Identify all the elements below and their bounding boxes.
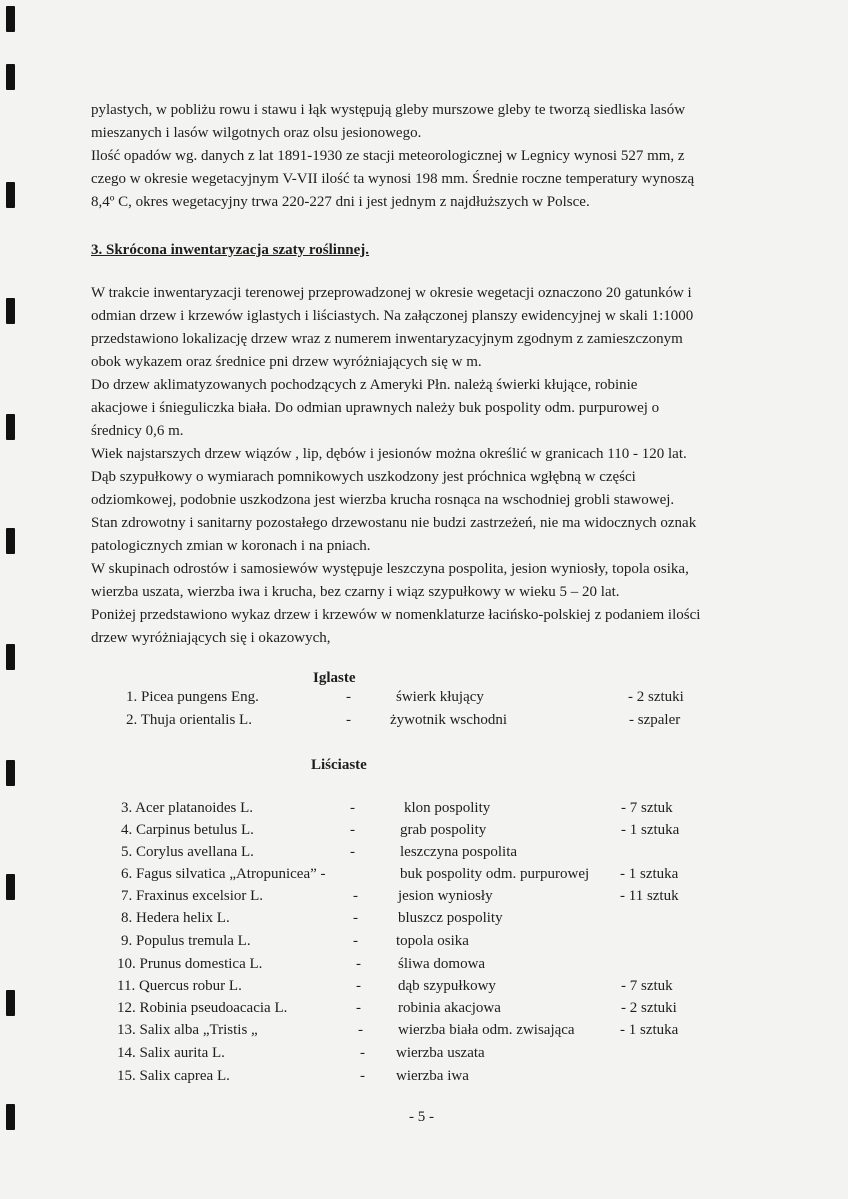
count: - 7 sztuk (621, 800, 673, 816)
polish-name: żywotnik wschodni (390, 712, 508, 728)
count: - 7 sztuk (621, 978, 673, 994)
row-dash: - (360, 1068, 365, 1084)
count: - 1 sztuka (620, 866, 679, 882)
polish-name: dąb szypułkowy (398, 978, 496, 994)
latin-name: 11. Quercus robur L. (117, 978, 242, 994)
polish-name: wierzba uszata (396, 1045, 485, 1061)
paragraph1-line: mieszanych i lasów wilgotnych oraz olsu jesionowego. (91, 125, 422, 141)
paragraph2-line: Do drzew aklimatyzowanych pochodzących z Ameryki Płn. należą świerki kłujące, robinie (91, 377, 638, 393)
paragraph1-line: czego w okresie wegetacyjnym V-VII ilość ta wynosi 198 mm. Średnie roczne temperatury wynoszą (91, 171, 695, 187)
count: - 2 sztuki (628, 689, 684, 705)
scan-mark (6, 528, 15, 554)
polish-name: bluszcz pospolity (398, 910, 503, 926)
latin-name: 10. Prunus domestica L. (117, 956, 263, 972)
row-dash: - (360, 1045, 365, 1061)
scan-mark (6, 1104, 15, 1130)
scan-mark (6, 64, 15, 90)
latin-name: 15. Salix caprea L. (117, 1068, 230, 1084)
row-dash: - (346, 689, 351, 705)
latin-name: 7. Fraxinus excelsior L. (121, 888, 264, 904)
row-dash: - (356, 978, 361, 994)
scan-mark (6, 644, 15, 670)
latin-name: 3. Acer platanoides L. (121, 800, 254, 816)
polish-name: topola osika (396, 933, 469, 949)
scan-mark (6, 760, 15, 786)
scan-mark (6, 874, 15, 900)
paragraph2-line: średnicy 0,6 m. (91, 423, 184, 439)
polish-name: śliwa domowa (398, 956, 486, 972)
paragraph2-line: Poniżej przedstawiono wykaz drzew i krzewów w nomenklaturze łacińsko-polskiej z podaniem ilości (91, 607, 701, 623)
count: - 1 sztuka (621, 822, 680, 838)
row-dash: - (353, 910, 358, 926)
polish-name: wierzba biała odm. zwisająca (398, 1022, 575, 1038)
scan-mark (6, 6, 15, 32)
polish-name: świerk kłujący (396, 689, 484, 705)
paragraph2-line: Wiek najstarszych drzew wiązów , lip, dębów i jesionów można określić w granicach 110 - 120 lat. (91, 446, 687, 462)
paragraph2-line: patologicznych zmian w koronach i na pniach. (91, 538, 371, 554)
section-heading: 3. Skrócona inwentaryzacja szaty roślinnej. (91, 242, 370, 258)
scan-mark (6, 298, 15, 324)
polish-name: wierzba iwa (396, 1068, 469, 1084)
scan-mark (6, 182, 15, 208)
polish-name: klon pospolity (404, 800, 491, 816)
paragraph2-line: W trakcie inwentaryzacji terenowej przeprowadzonej w okresie wegetacji oznaczono 20 gatunków i (91, 285, 692, 301)
count: - 11 sztuk (620, 888, 679, 904)
scan-mark (6, 414, 15, 440)
row-dash: - (356, 1000, 361, 1016)
count: - 1 sztuka (620, 1022, 679, 1038)
polish-name: grab pospolity (400, 822, 487, 838)
latin-name: 6. Fagus silvatica „Atropunicea” - (121, 866, 326, 882)
paragraph2-line: Dąb szypułkowy o wymiarach pomnikowych uszkodzony jest próchnica wgłębną w części (91, 469, 636, 485)
paragraph2-line: obok wykazem oraz średnice pni drzew wyróżniających się w m. (91, 354, 482, 370)
latin-name: 8. Hedera helix L. (121, 910, 230, 926)
scan-mark (6, 990, 15, 1016)
row-dash: - (358, 1022, 363, 1038)
row-dash: - (346, 712, 351, 728)
paragraph1-line: 8,4º C, okres wegetacyjny trwa 220-227 dni i jest jednym z najdłuższych w Polsce. (91, 194, 590, 210)
polish-name: robinia akacjowa (398, 1000, 501, 1016)
paragraph2-line: wierzba uszata, wierzba iwa i krucha, bez czarny i wiąz szypułkowy w wieku 5 – 20 lat. (91, 584, 620, 600)
latin-name: 4. Carpinus betulus L. (121, 822, 254, 838)
count: - 2 sztuki (621, 1000, 677, 1016)
count: - szpaler (629, 712, 681, 728)
polish-name: leszczyna pospolita (400, 844, 518, 860)
row-dash: - (356, 956, 361, 972)
latin-name: 5. Corylus avellana L. (121, 844, 254, 860)
paragraph2-line: akacjowe i śnieguliczka biała. Do odmian uprawnych należy buk pospolity odm. purpurowej o (91, 400, 660, 416)
row-dash: - (350, 822, 355, 838)
latin-name: 12. Robinia pseudoacacia L. (117, 1000, 288, 1016)
latin-name: 9. Populus tremula L. (121, 933, 251, 949)
row-dash: - (350, 800, 355, 816)
latin-name: 14. Salix aurita L. (117, 1045, 225, 1061)
paragraph1-line: Ilość opadów wg. danych z lat 1891-1930 ze stacji meteorologicznej w Legnicy wynosi 527 mm, z (91, 148, 685, 164)
latin-name: 13. Salix alba „Tristis „ (117, 1022, 258, 1038)
paragraph2-line: W skupinach odrostów i samosiewów występuje leszczyna pospolita, jesion wyniosły, topola osika, (91, 561, 689, 577)
paragraph2-line: drzew wyróżniających się i okazowych, (91, 630, 331, 646)
paragraph2-line: przedstawiono lokalizację drzew wraz z numerem inwentaryzacyjnym zgodnym z zamieszczonym (91, 331, 683, 347)
group-title-lisciaste: Liściaste (311, 757, 367, 773)
latin-name: 1. Picea pungens Eng. (126, 689, 259, 705)
latin-name: 2. Thuja orientalis L. (126, 712, 252, 728)
polish-name: jesion wyniosły (398, 888, 493, 904)
polish-name: buk pospolity odm. purpurowej (400, 866, 590, 882)
row-dash: - (350, 844, 355, 860)
paragraph2-line: Stan zdrowotny i sanitarny pozostałego drzewostanu nie budzi zastrzeżeń, nie ma widocznych oznak (91, 515, 697, 531)
page-number: - 5 - (409, 1109, 434, 1125)
paragraph2-line: odmian drzew i krzewów iglastych i liściastych. Na załączonej planszy ewidencyjnej w skali 1:1000 (91, 308, 694, 324)
group-title-iglaste: Iglaste (313, 670, 356, 686)
paragraph2-line: odziomkowej, podobnie uszkodzona jest wierzba krucha rosnąca na wschodniej grobli stawowej. (91, 492, 675, 508)
row-dash: - (353, 933, 358, 949)
paragraph1-line: pylastych, w pobliżu rowu i stawu i łąk występują gleby murszowe gleby te tworzą siedliska lasów (91, 102, 686, 118)
row-dash: - (353, 888, 358, 904)
